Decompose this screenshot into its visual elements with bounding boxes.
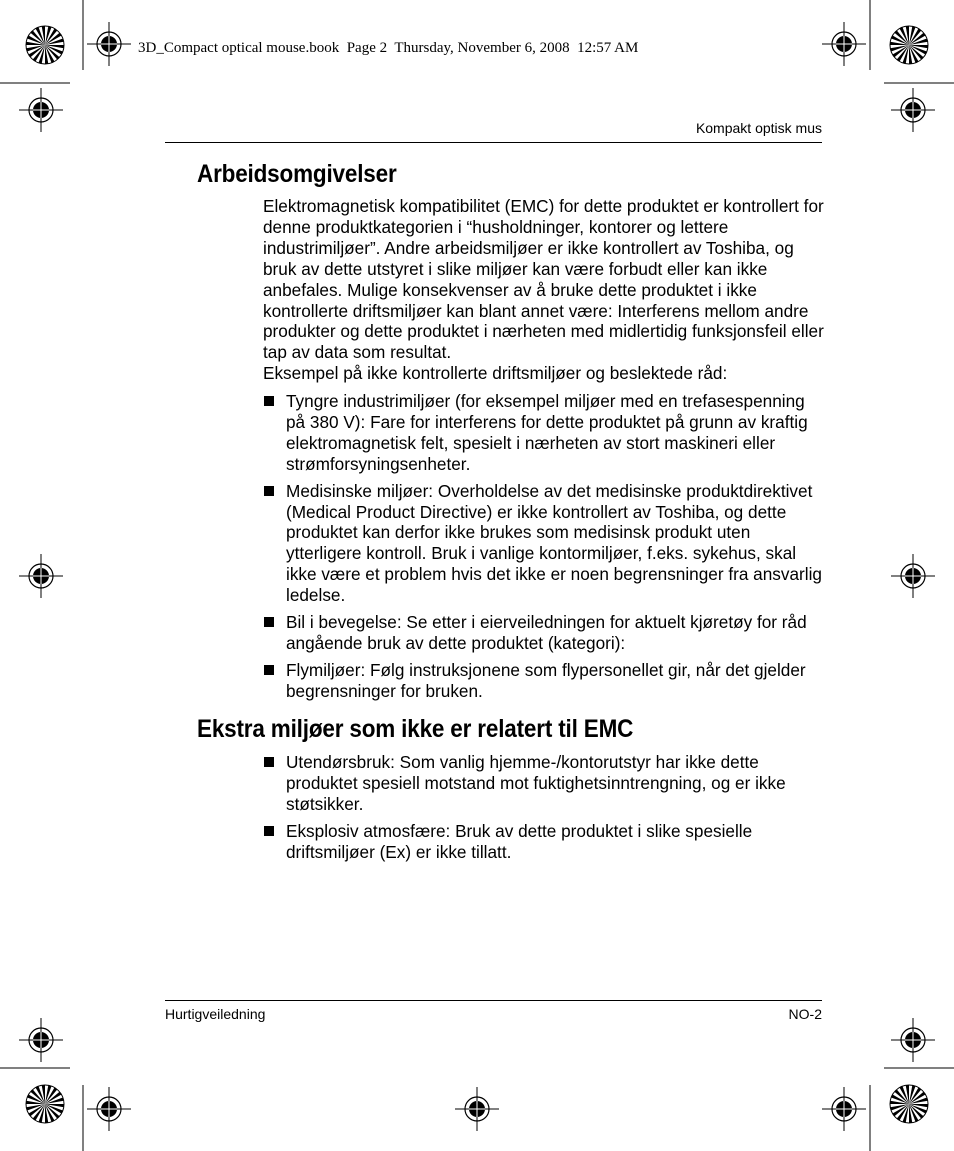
section-heading-arbeidsomgivelser: Arbeidsomgivelser bbox=[197, 160, 397, 188]
registration-mark-icon bbox=[455, 1087, 499, 1131]
bullet-list-non-emc bbox=[263, 752, 825, 869]
running-header: Kompakt optisk mus bbox=[695, 120, 822, 136]
registration-mark-icon bbox=[822, 22, 866, 66]
list-item: Medisinske miljøer: Overholdelse av det medisinske produktdirektivet (Medical Product Directive) er ikke kontrollert av Toshiba, og dette produktet kan derfor ikke brukes som medisinsk produkt uten ytterligere kontroll. Bruk i vanlige kontormiljøer, f.eks. sykehus, skal ikke være et problem hvis det ikke er noen begrensninger fra ansvarlig ledelse. bbox=[263, 481, 825, 606]
bullet-square-icon bbox=[264, 617, 274, 627]
list-item: Utendørsbruk: Som vanlig hjemme-/kontorutstyr har ikke dette produktet spesiell motstand mot fuktighetsinntrengning, og er ikke støtsikker. bbox=[263, 752, 825, 815]
list-item: Bil i bevegelse: Se etter i eierveiledningen for aktuelt kjøretøy for råd angående bruk av dette produktet (kategori): bbox=[263, 612, 825, 654]
bullet-square-icon bbox=[264, 486, 274, 496]
header-rule bbox=[165, 142, 822, 143]
bullet-square-icon bbox=[264, 665, 274, 675]
bullet-list-environments bbox=[263, 391, 825, 708]
bullet-square-icon bbox=[264, 826, 274, 836]
footer-rule bbox=[165, 1000, 822, 1001]
paragraph-emc: Elektromagnetisk kompatibilitet (EMC) for dette produktet er kontrollert for denne produktkategorien i “husholdninger, kontorer og lettere industrimiljøer”. Andre arbeidsmiljøer er ikke kontrollert av Toshiba, og bruk av dette utstyret i slike miljøer kan være forbudt eller kan ikke anbefales. Mulige konsekvenser av å bruke dette produktet i ikke kontrollerte driftsmiljøer kan blant annet være: Interferens mellom andre produkter og dette produktet i nærheten med midlertidig funksjonsfeil eller tap av data som resultat. bbox=[263, 196, 824, 363]
registration-mark-icon bbox=[822, 1087, 866, 1131]
list-item: Tyngre industrimiljøer (for eksempel miljøer med en trefasespenning på 380 V): Fare for interferens for dette produktet på grunn av kraftig elektromagnetisk felt, spesielt i nærheten av stort maskineri eller strømforsyningsenheter. bbox=[263, 391, 825, 475]
color-bar-starburst-icon bbox=[26, 26, 64, 64]
registration-mark-icon bbox=[19, 1018, 63, 1062]
color-bar-starburst-icon bbox=[890, 26, 928, 64]
registration-mark-icon bbox=[19, 554, 63, 598]
slug-line: 3D_Compact optical mouse.book Page 2 Thursday, November 6, 2008 12:57 AM bbox=[138, 40, 639, 56]
bullet-square-icon bbox=[264, 757, 274, 767]
list-item: Flymiljøer: Følg instruksjonene som flypersonellet gir, når det gjelder begrensninger for bruken. bbox=[263, 660, 825, 702]
registration-mark-icon bbox=[891, 1018, 935, 1062]
section-heading-ekstra-miljoer: Ekstra miljøer som ikke er relatert til EMC bbox=[197, 715, 634, 743]
color-bar-starburst-icon bbox=[26, 1085, 64, 1123]
bullet-square-icon bbox=[264, 396, 274, 406]
registration-mark-icon bbox=[891, 88, 935, 132]
list-item: Eksplosiv atmosfære: Bruk av dette produktet i slike spesielle driftsmiljøer (Ex) er ikke tillatt. bbox=[263, 821, 825, 863]
registration-mark-icon bbox=[87, 1087, 131, 1131]
paragraph-examples: Eksempel på ikke kontrollerte driftsmiljøer og beslektede råd: bbox=[263, 363, 728, 384]
registration-mark-icon bbox=[19, 88, 63, 132]
body-paragraph bbox=[263, 196, 825, 384]
color-bar-starburst-icon bbox=[890, 1085, 928, 1123]
registration-mark-icon bbox=[891, 554, 935, 598]
page-number: NO-2 bbox=[788, 1006, 822, 1022]
footer-title: Hurtigveiledning bbox=[165, 1006, 266, 1022]
registration-mark-icon bbox=[87, 22, 131, 66]
